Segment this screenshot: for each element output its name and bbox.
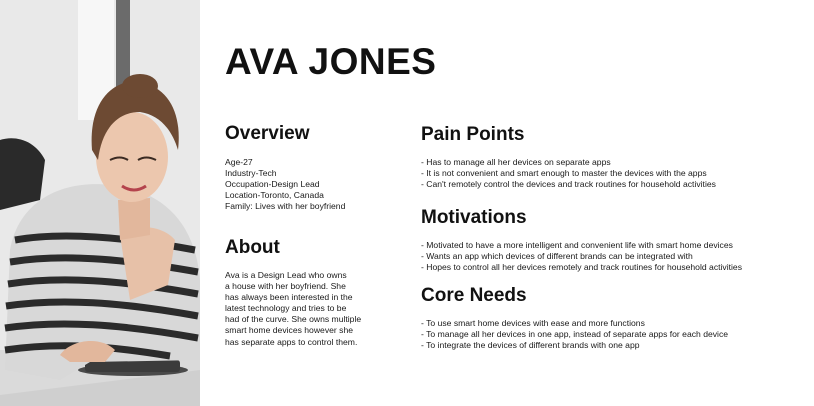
- about-line: Ava is a Design Lead who owns: [225, 270, 347, 280]
- persona-name: AVA JONES: [225, 41, 437, 82]
- core-need-item: - To integrate the devices of different brands with one app: [421, 340, 728, 351]
- motivation-item: - Motivated to have a more intelligent and convenient life with smart home devices: [421, 240, 742, 251]
- overview-line: Age-27: [225, 157, 253, 167]
- motivations-list: [421, 240, 742, 273]
- pain-points-heading: Pain Points: [421, 124, 525, 145]
- overview-heading: Overview: [225, 123, 310, 144]
- pain-point-item: - Has to manage all her devices on separate apps: [421, 157, 716, 168]
- about-text: [225, 270, 361, 348]
- core-needs-list: [421, 318, 728, 351]
- about-line: smart home devices however she: [225, 325, 354, 336]
- motivations-heading: Motivations: [421, 207, 527, 228]
- pain-points-list: [421, 157, 716, 190]
- overview-line: Occupation-Design Lead: [225, 179, 320, 190]
- motivation-item: - Hopes to control all her devices remotely and track routines for household activities: [421, 262, 742, 273]
- persona-photo: [0, 0, 200, 406]
- motivation-item: - Wants an app which devices of different brands can be integrated with: [421, 251, 742, 262]
- about-line: has separate apps to control them.: [225, 336, 358, 347]
- about-line: latest technology and tries to be: [225, 303, 347, 314]
- overview-list: [225, 157, 345, 212]
- pain-point-item: - Can't remotely control the devices and track routines for household activities: [421, 179, 716, 190]
- about-line: a house with her boyfriend. She: [225, 281, 346, 292]
- about-heading: About: [225, 237, 280, 258]
- core-need-item: - To use smart home devices with ease and more functions: [421, 318, 728, 329]
- overview-line: Industry-Tech: [225, 168, 277, 179]
- pain-point-item: - It is not convenient and smart enough to master the devices with the apps: [421, 168, 716, 179]
- overview-line: Family: Lives with her boyfriend: [225, 201, 346, 212]
- about-line: had of the curve. She owns multiple: [225, 314, 362, 325]
- core-needs-heading: Core Needs: [421, 285, 527, 306]
- about-line: has always been interested in the: [225, 292, 353, 303]
- core-need-item: - To manage all her devices in one app, instead of separate apps for each device: [421, 329, 728, 340]
- overview-line: Location-Toronto, Canada: [225, 190, 324, 201]
